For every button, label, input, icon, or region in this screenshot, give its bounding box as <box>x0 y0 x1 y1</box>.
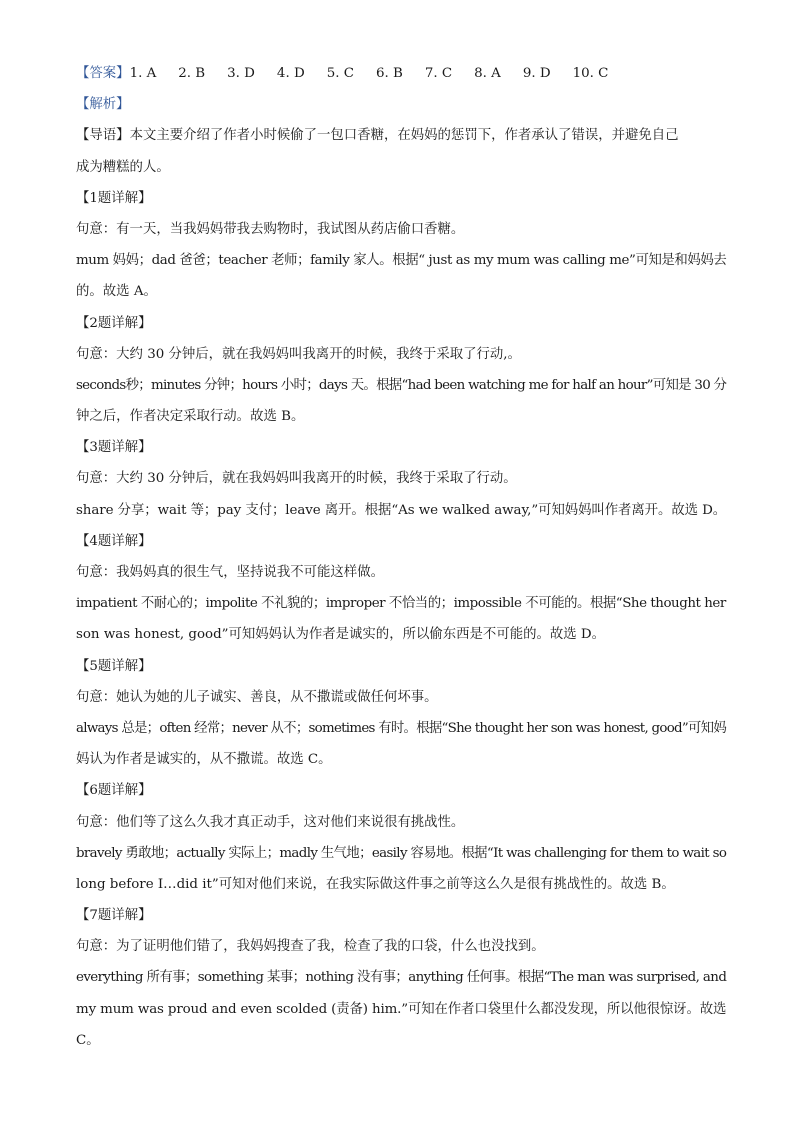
question-heading: 【1题详解】 <box>76 190 152 206</box>
explanation-line: seconds秒；minutes 分钟；hours 小时；days 天。根据“had been watching me for half an hour”可知是 30 分 <box>76 377 727 393</box>
analysis-heading <box>76 89 726 120</box>
document-content <box>76 58 726 1056</box>
intro-text-1: 本文主要介绍了作者小时候偷了一包口香糖，在妈妈的惩罚下，作者承认了错误，并避免自己 <box>129 128 679 144</box>
question-heading: 【6题详解】 <box>76 783 152 799</box>
answer-item: 8. A <box>474 66 501 81</box>
analysis-label: 【解析】 <box>76 97 130 113</box>
question-heading: 【2题详解】 <box>76 315 152 331</box>
answer-item: 4. D <box>276 66 305 81</box>
question-section <box>76 526 726 651</box>
explanation-line: 的。故选 A。 <box>76 284 157 300</box>
explanation-line: 钟之后，作者决定采取行动。故选 B。 <box>76 409 305 425</box>
sentence-meaning: 句意：为了证明他们错了，我妈妈搜查了我，检查了我的口袋，什么也没找到。 <box>76 939 545 955</box>
question-section <box>76 775 726 900</box>
question-section <box>76 432 726 526</box>
answer-items <box>130 66 609 81</box>
explanation-line: my mum was proud and even scolded (责备) him.”可知在作者口袋里什么都没发现，所以他很惊讶。故选 <box>76 1001 727 1017</box>
explanation-line: impatient 不耐心的；impolite 不礼貌的；improper 不恰当的；impossible 不可能的。根据“She thought her <box>76 596 726 612</box>
explanation-line: share 分享；wait 等；pay 支付；leave 离开。根据“As we walked away,”可知妈妈叫作者离开。故选 D。 <box>76 502 727 518</box>
question-section <box>76 651 726 776</box>
question-section <box>76 900 726 1056</box>
answer-label: 【答案】 <box>76 66 130 81</box>
sentence-meaning: 句意：我妈妈真的很生气，坚持说我不可能这样做。 <box>76 565 384 580</box>
question-heading: 【7题详解】 <box>76 908 152 924</box>
explanation-line: always 总是；often 经常；never 从不；sometimes 有时。根据“She thought her son was honest, good”可知妈 <box>76 720 726 736</box>
question-section <box>76 308 726 433</box>
answer-item: 7. C <box>424 66 453 81</box>
question-explanations <box>76 183 726 1056</box>
explanation-line: 妈认为作者是诚实的，从不撒谎。故选 C。 <box>76 752 332 768</box>
question-heading: 【4题详解】 <box>76 533 152 549</box>
sentence-meaning: 句意：有一天，当我妈妈带我去购物时，我试图从药店偷口香糖。 <box>76 221 465 237</box>
explanation-line: C。 <box>76 1032 100 1048</box>
answer-key <box>76 58 726 89</box>
explanation-line: son was honest, good”可知妈妈认为作者是诚实的，所以偷东西是不可能的。故选 D。 <box>76 627 606 643</box>
question-section <box>76 183 726 308</box>
question-heading: 【3题详解】 <box>76 440 152 456</box>
answer-item: 3. D <box>227 66 255 81</box>
answer-item: 1. A <box>129 66 157 81</box>
answer-item: 6. B <box>375 66 403 81</box>
answer-item: 9. D <box>522 66 551 81</box>
answer-item: 10. C <box>572 66 609 81</box>
intro-text-2: 成为糟糕的人。 <box>76 159 170 175</box>
explanation-line: long before I…did it”可知对他们来说，在我实际做这件事之前等这么久是很有挑战性的。故选 B。 <box>76 876 675 892</box>
answer-item: 2. B <box>178 66 206 81</box>
explanation-line: everything 所有事；something 某事；nothing 没有事；anything 任何事。根据“The man was surprised, and <box>76 970 727 986</box>
sentence-meaning: 句意：大约 30 分钟后，就在我妈妈叫我离开的时候，我终于采取了行动。 <box>76 471 517 487</box>
question-heading: 【5题详解】 <box>76 658 152 674</box>
explanation-line: bravely 勇敢地；actually 实际上；madly 生气地；easily 容易地。根据“It was challenging for them to wait so <box>76 845 727 861</box>
intro-line-2 <box>76 152 726 183</box>
intro-line-1 <box>76 120 726 151</box>
sentence-meaning: 句意：她认为她的儿子诚实、善良，从不撒谎或做任何坏事。 <box>76 689 438 705</box>
intro-label: 【导语】 <box>76 128 130 144</box>
sentence-meaning: 句意：大约 30 分钟后，就在我妈妈叫我离开的时候，我终于采取了行动,。 <box>76 346 521 362</box>
answer-item: 5. C <box>326 66 354 81</box>
sentence-meaning: 句意：他们等了这么久我才真正动手，这对他们来说很有挑战性。 <box>76 814 465 830</box>
explanation-line: mum 妈妈；dad 爸爸；teacher 老师；family 家人。根据“ just as my mum was calling me”可知是和妈妈去 <box>76 253 727 269</box>
